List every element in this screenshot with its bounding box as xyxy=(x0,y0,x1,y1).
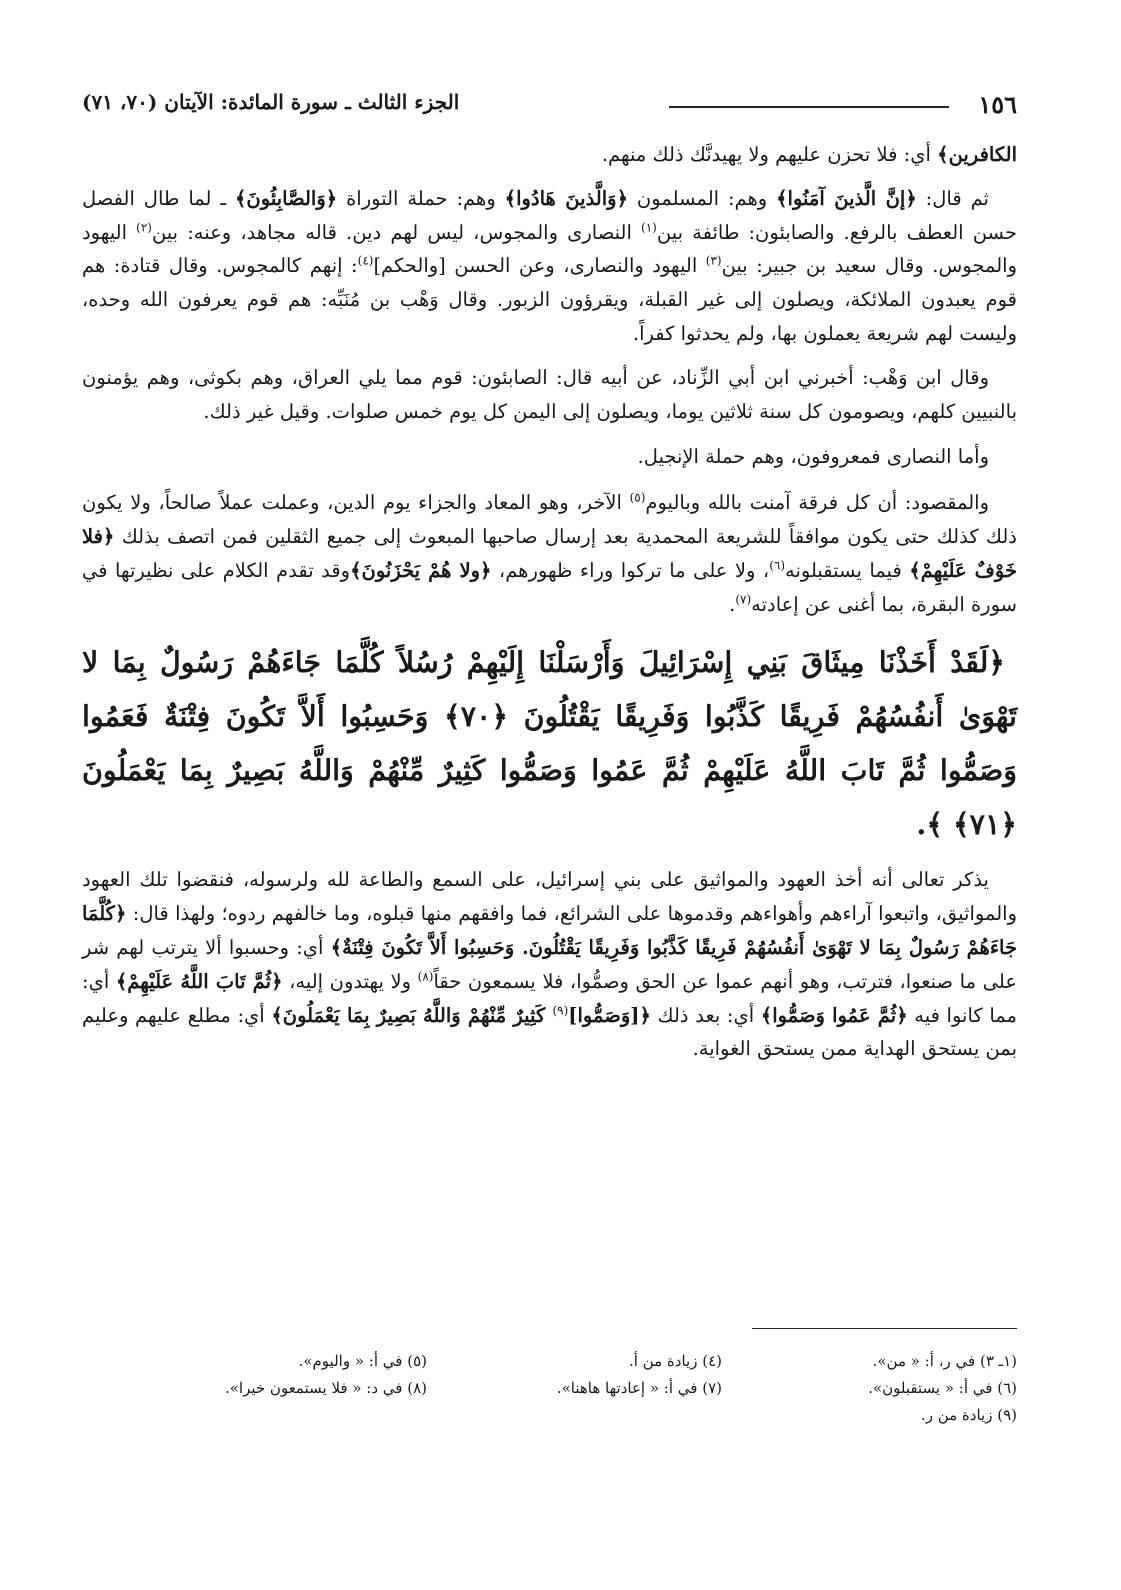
running-header xyxy=(82,86,1017,126)
footnotes xyxy=(130,1348,1017,1429)
quran-verse-block: ﴿لَقَدْ أَخَذْنَا مِيثَاقَ بَنِي إِسْرَائِيلَ وَأَرْسَلْنَا إِلَيْهِمْ رُسُلاً كُلَّمَا جَاءَهُمْ رَسُولٌ بِمَا لا تَهْوَىٰ أَنفُسُهُمْ فَرِيقًا كَذَّبُوا وَفَرِيقًا يَقْتُلُونَ ﴿٧٠﴾ وَحَسِبُوا أَلاَّ تَكُونَ فِتْنَةٌ فَعَمُوا وَصَمُّوا ثُمَّ تَابَ اللَّهُ عَلَيْهِمْ ثُمَّ عَمُوا وَصَمُّوا كَثِيرٌ مِّنْهُمْ وَاللَّهُ بَصِيرٌ بِمَا يَعْمَلُونَ ﴿٧١﴾ ﴾. xyxy=(82,645,1017,842)
paragraph-1 xyxy=(82,138,1017,172)
text-run: ثم قال: xyxy=(916,186,989,210)
footnote: (١ـ ٣) في ر، أ: « من». xyxy=(872,1352,1017,1370)
quran-quote: ﴿ولا هُمْ يَحْزَنُونَ﴾ xyxy=(350,558,492,582)
quran-quote: ﴿ثُمَّ تَابَ اللَّهُ عَلَيْهِمْ﴾ xyxy=(115,969,283,993)
text-run: : إنهم كالمجوس. وقال قتادة: هم قوم يعبدون الملائكة، ويصلون إلى غير القبلة، ويقرؤون الزبور. وقال وَهْب بن مُنَبِّه: هم قوم يعرفون الله وحده، وليست لهم شريعة يعملون بها، ولم يحدثوا كفراً. xyxy=(82,254,1017,345)
text-run: يذكر تعالى أنه أخذ العهود والمواثيق على بني إسرائيل، على السمع والطاعة لله ولرسوله، فنقضوا تلك العهود والمواثيق، واتبعوا آراءهم وأهواءهم وقدموها على الشرائع، فما وافقهم منها قبلوه، وما خالفهم ردوه؛ ولهذا قال: xyxy=(82,868,1017,926)
text-run: اليهود والنصارى، وعن الحسن [والحكم] xyxy=(373,254,706,278)
running-title: الجزء الثالث ـ سورة المائدة: الآيتان (٧٠، ٧١) xyxy=(82,90,460,114)
paragraph-4: وأما النصارى فمعروفون، وهم حملة الإنجيل. xyxy=(637,445,989,469)
main-text xyxy=(82,138,1017,1078)
quran-quote: ﴿فلا خَوْفٌ عَلَيْهِمْ﴾ xyxy=(82,524,1017,582)
text-run: أي: وحسبوا ألا يترتب لهم شر على ما صنعوا، فترتب، وهو أنهم عموا عن الحق وصمُّوا، فلا يسمعون حقاً xyxy=(82,935,1017,993)
footnote: (٨) في د: « فلا يستمعون خيرا». xyxy=(224,1379,427,1397)
quran-quote: ﴿وَالصَّابِئُونَ﴾ xyxy=(235,186,338,210)
text-run: اليهود والمجوس. وقال سعيد بن جبير: بين xyxy=(82,220,1017,278)
paragraph-3: وقال ابن وَهْب: أخبرني ابن أبي الزِّناد، عن أبيه قال: الصابئون: قوم مما يلي العراق، وهم بكوثى، وهم يؤمنون بالنبيين كلهم، ويصومون كل سنة ثلاثين يوما، ويصلون إلى اليمن كل يوم خمس صلوات. وقيل غير ذلك. xyxy=(82,365,1017,423)
quran-quote: ﴿ثُمَّ عَمُوا وَصَمُّوا﴾ xyxy=(760,1003,908,1027)
text-run: . xyxy=(729,592,736,616)
footnote: (٧) في أ: « إعادتها هاهنا». xyxy=(556,1379,722,1397)
footnote-ref: (٢) xyxy=(136,220,152,235)
footnote-ref: (٥) xyxy=(629,490,646,505)
paragraph-6 xyxy=(82,863,1017,1066)
text-run: أي: مما كانوا فيه xyxy=(82,969,1017,1027)
quran-quote: ﴿إنَّ الَّذينَ آمَنُوا﴾ xyxy=(776,186,917,210)
footnote-ref: (٩) xyxy=(552,1003,569,1018)
footnote-row xyxy=(130,1402,1017,1429)
footnote-ref: (١) xyxy=(641,220,657,235)
header-rule xyxy=(669,106,949,108)
text-run: النصارى والمجوس، ليس لهم دين. قاله مجاهد، وعنه: بين xyxy=(151,220,642,244)
footnote-row xyxy=(130,1375,1017,1402)
paragraph-5 xyxy=(82,486,1017,621)
footnote: (٩) زيادة من ر. xyxy=(920,1406,1017,1424)
footnote: (٦) في أ: « يستقبلون». xyxy=(868,1379,1017,1397)
footnote-ref: (٣) xyxy=(705,253,722,268)
quran-quote: الكافرين﴾ xyxy=(937,143,1017,166)
text-run: ، ولا على ما تركوا وراء ظهورهم، xyxy=(491,558,770,582)
footnote-ref: (٨) xyxy=(417,969,434,984)
quran-quote: ﴿وَالَّذينَ هَادُوا﴾ xyxy=(504,186,629,210)
text-run: والمقصود: أن كل فرقة آمنت بالله وباليوم xyxy=(645,491,989,515)
quran-quote: كَثِيرٌ مِّنْهُمْ وَاللَّهُ بَصِيرٌ بِمَا يَعْمَلُونَ﴾ xyxy=(271,1003,553,1027)
text-run: أي: بعد ذلك xyxy=(650,1003,761,1027)
text-run: أي: فلا تحزن عليهم ولا يهيدنَّك ذلك منهم. xyxy=(601,143,938,166)
text-run: وهم: حملة التوراة xyxy=(337,186,505,210)
text-run: وهم: المسلمون xyxy=(628,186,777,210)
text-run: ـ لما طال الفصل حسن العطف بالرفع. والصابئون: طائفة بين xyxy=(82,186,1017,244)
footnote: (٤) زيادة من أ. xyxy=(629,1352,722,1370)
page-number: ١٥٦ xyxy=(978,90,1017,119)
quran-quote: ﴿[وَصَمُّوا] xyxy=(568,1003,651,1027)
text-run: وقد تقدم الكلام على نظيرتها في سورة البقرة، بما أغنى عن إعادته xyxy=(82,558,1017,616)
text-run: أي: مطلع عليهم وعليم بمن يستحق الهداية ممن يستحق الغواية. xyxy=(82,1003,1017,1061)
quran-quote: ﴿كُلَّمَا جَاءَهُمْ رَسُولٌ بِمَا لا تَهْوَىٰ أَنفُسُهُمْ فَرِيقًا كَذَّبُوا وَفَرِيقًا يَقْتُلُونَ. وَحَسِبُوا أَلاَّ تَكُونَ فِتْنَةٌ﴾ xyxy=(82,902,1018,959)
text-run: فيما يستقبلونه xyxy=(785,558,910,582)
footnote-ref: (٦) xyxy=(769,558,786,573)
footnote-ref: (٧) xyxy=(735,592,752,607)
footnote: (٥) في أ: « واليوم». xyxy=(298,1352,427,1370)
footnote-ref: (٤) xyxy=(357,253,374,268)
footnote-rule xyxy=(752,1328,1017,1329)
footnote-row xyxy=(130,1348,1017,1375)
text-run: ولا يهتدون إليه، xyxy=(282,969,418,993)
paragraph-2 xyxy=(82,182,1017,351)
text-run: الآخر، وهو المعاد والجزاء يوم الدين، وعملت عملاً صالحاً، ولا يكون ذلك كذلك حتى يكون موافقاً للشريعة المحمدية بعد إرسال صاحبها المبعوث إلى جميع الثقلين فمن اتصف بذلك xyxy=(82,491,1017,548)
